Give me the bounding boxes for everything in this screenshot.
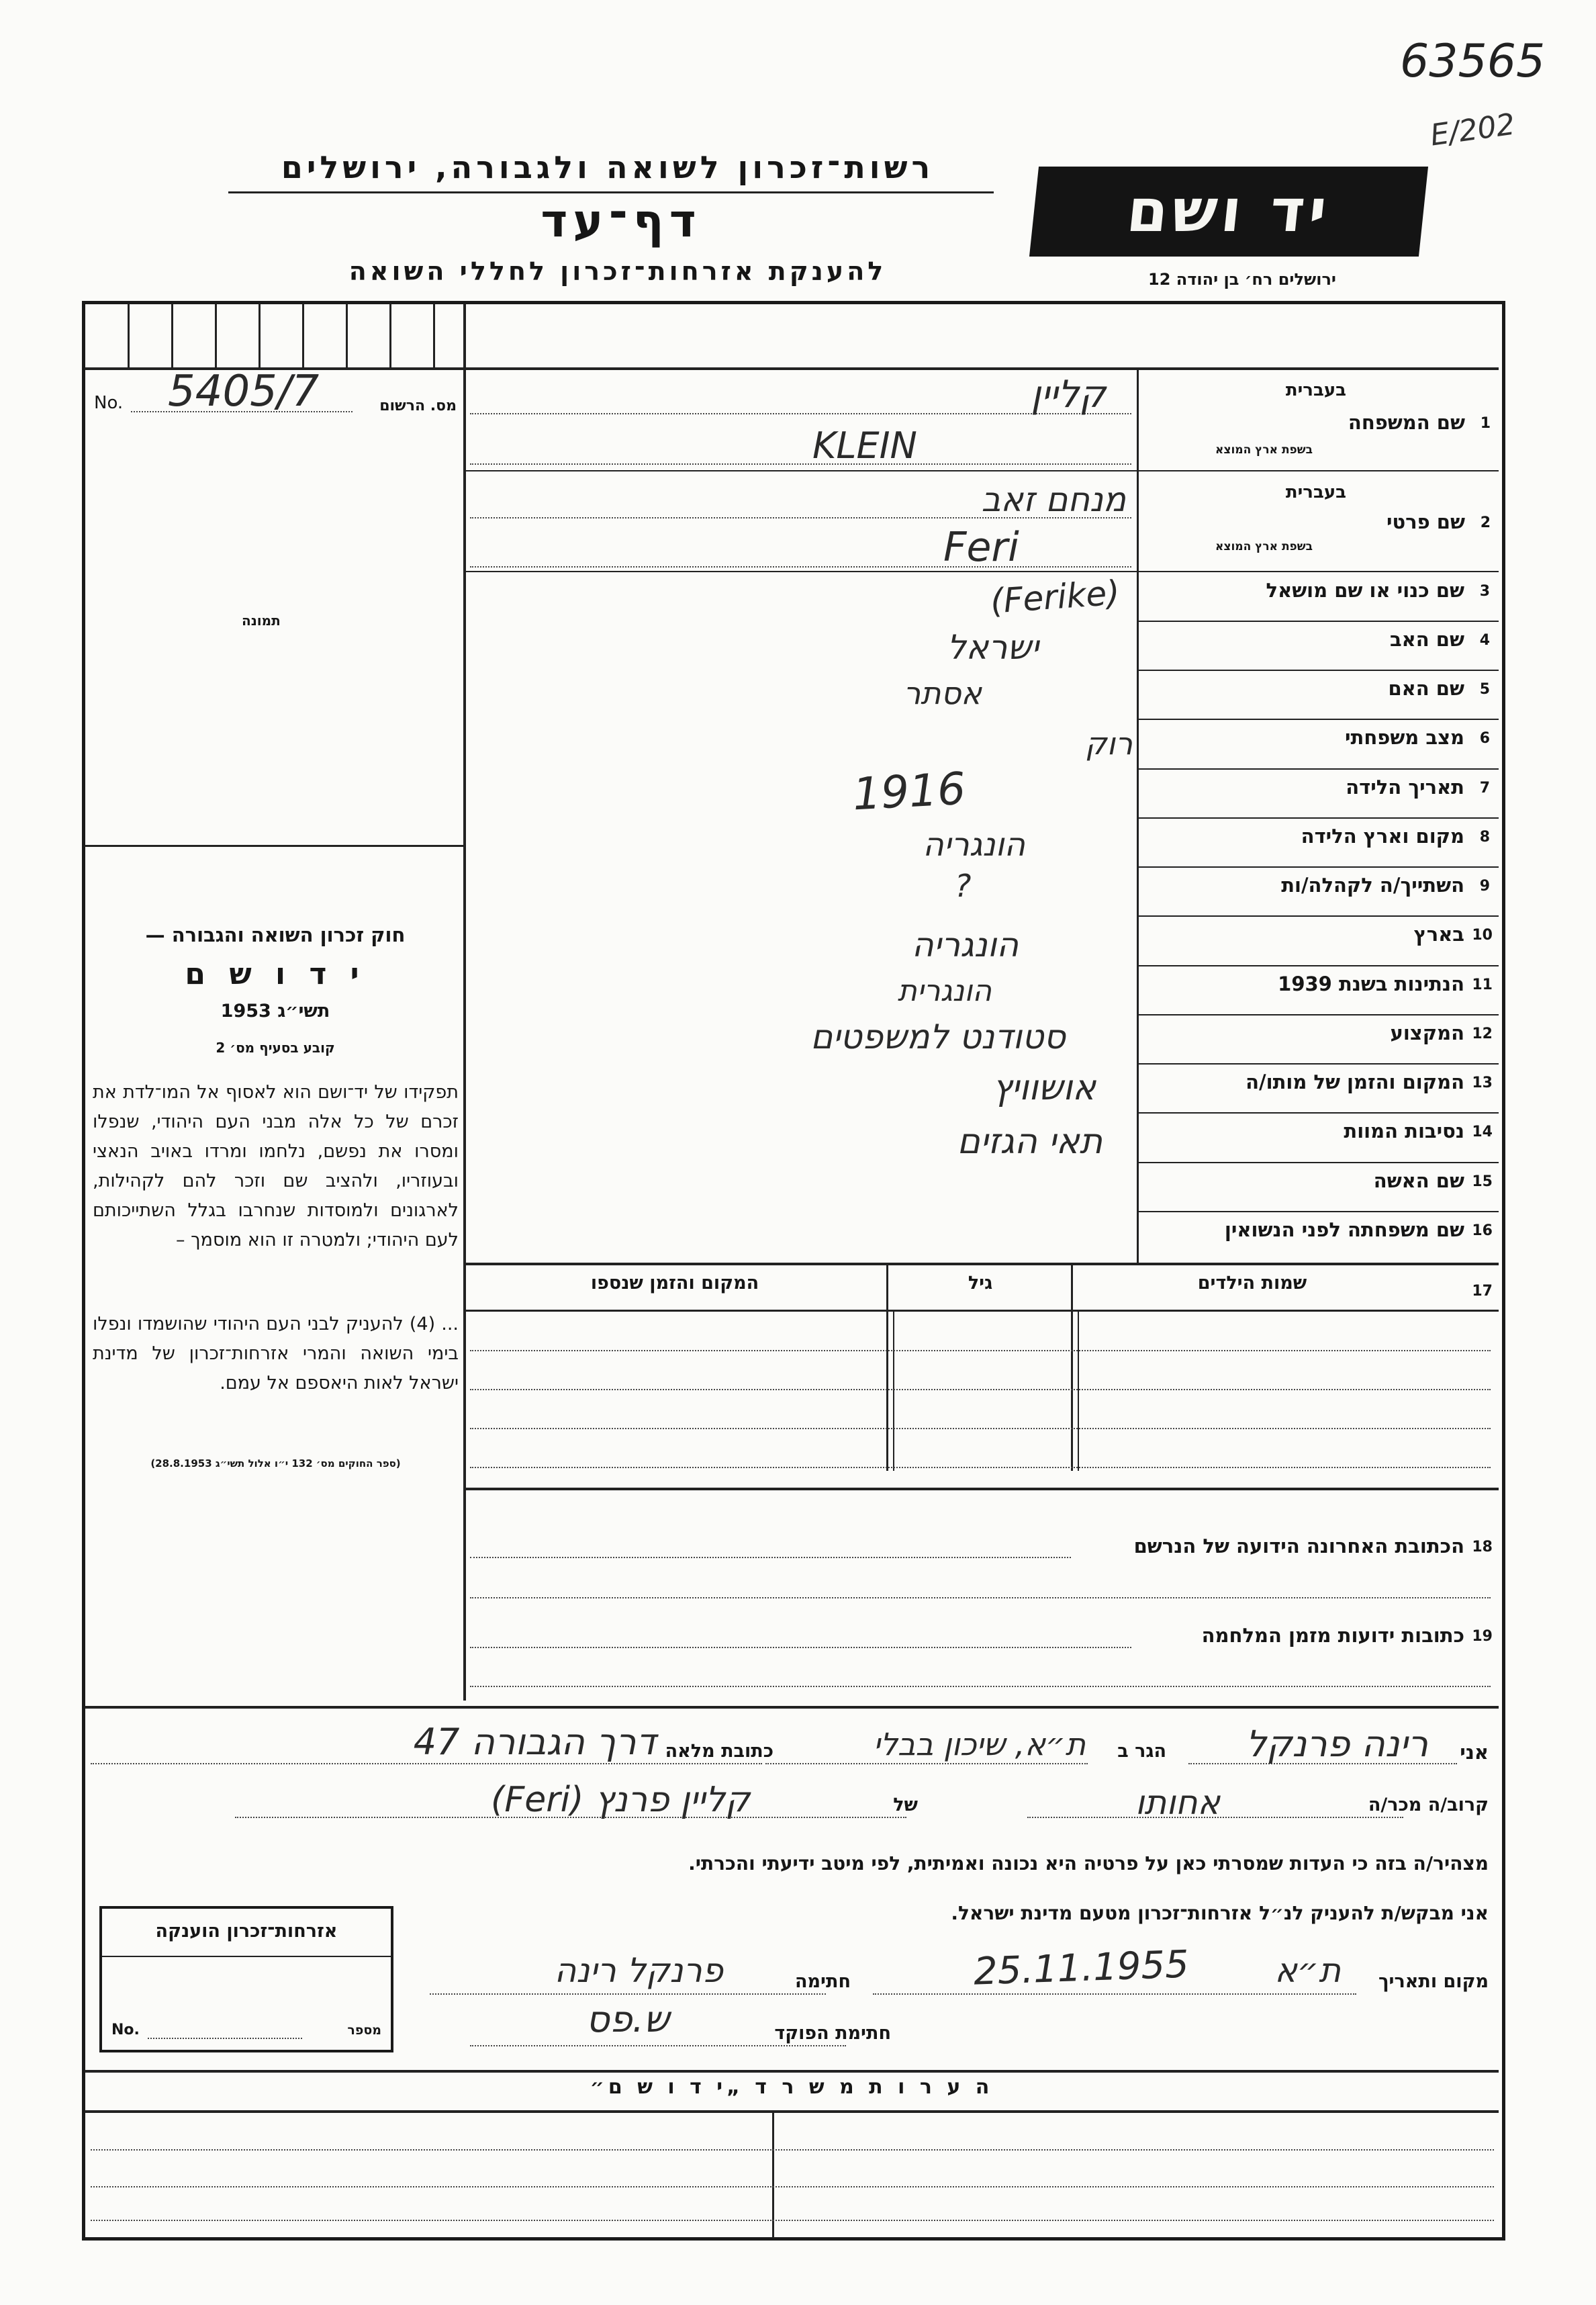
- form-title: דף־עד: [541, 195, 702, 248]
- field-4-label: שם האב: [1389, 628, 1464, 651]
- answer-death-cause: תאי הגזים: [957, 1122, 1102, 1162]
- declarant-relative-label: קרוב/ה מכר/ה: [1368, 1795, 1489, 1815]
- field-2-sub-hebrew: בעברית: [1285, 482, 1346, 502]
- declarant-i-label: אני: [1460, 1741, 1489, 1764]
- declarant-living-label: הגר ב: [1117, 1741, 1166, 1762]
- declarant-full-address-label: כתובת מלאה: [665, 1741, 773, 1762]
- field-8-label: מקום וארץ הלידה: [1301, 825, 1464, 848]
- declarant-relation: אחותו: [1135, 1783, 1220, 1822]
- declarant-city: ת״א, שיכון בבלי: [873, 1726, 1086, 1762]
- field-13-number: 13: [1472, 1075, 1493, 1091]
- law-name: י ד ו ש ם: [185, 957, 366, 991]
- citizenship-number-label: מספר: [347, 2023, 381, 2038]
- logo-text: יד ושם: [1123, 176, 1334, 245]
- field-11-number: 11: [1472, 977, 1493, 993]
- field-16-label: שם משפחתה לפני הנשואין: [1224, 1218, 1464, 1241]
- field-8-number: 8: [1479, 829, 1490, 846]
- registry-label: מס. הרשום: [379, 398, 457, 414]
- declaration-date: 25.11.1955: [972, 1942, 1190, 1994]
- field-18-label: הכתובת האחרונה הידועה של הנרשם: [1133, 1535, 1464, 1557]
- answer-community: ?: [955, 868, 972, 904]
- signature-label: חתימה: [794, 1971, 851, 1992]
- answer-given-hebrew: מנחם זאב: [981, 480, 1126, 519]
- citizenship-title: אזרחות־זכרון הוענקה: [155, 1921, 338, 1942]
- field-3-number: 3: [1479, 583, 1490, 600]
- field-4-number: 4: [1479, 632, 1490, 649]
- field-16-number: 16: [1472, 1222, 1493, 1239]
- field-12-number: 12: [1472, 1026, 1493, 1042]
- declaration-text: מצהיר/ה בזה כי העדות שמסרתי כאן על פרטיה היא נכונה ואמיתית, לפי מיטב ידיעתי והכרתי.: [688, 1852, 1489, 1874]
- field-19-label: כתובות ידועות מזמן המלחמה: [1201, 1624, 1464, 1647]
- field-19-number: 19: [1472, 1628, 1493, 1645]
- officer-signature-label: חתימת הפוקד: [774, 2023, 891, 2044]
- declarant-name: רינה פרנקל: [1246, 1723, 1428, 1765]
- field-2-sub-origin: בשפת ארץ המוצא: [1215, 540, 1313, 553]
- field-10-label: בארץ: [1413, 923, 1464, 946]
- registry-no-label: No.: [94, 393, 124, 413]
- field-14-number: 14: [1472, 1124, 1493, 1140]
- field-2-label: שם פרטי: [1386, 510, 1465, 533]
- field-5-label: שם האם: [1388, 677, 1464, 700]
- authority-title: רשות־זכרון לשואה ולגבורה, ירושלים: [281, 149, 935, 185]
- declarant-of-name: קליין פרנץ (Feri): [491, 1780, 750, 1820]
- field-1-sub-origin: בשפת ארץ המוצא: [1215, 443, 1313, 457]
- form-subtitle: להענקת אזרחות־זכרון לחללי השואה: [348, 257, 887, 286]
- place-date-label: מקום ותאריך: [1378, 1971, 1489, 1992]
- archive-number: 63565: [1400, 35, 1546, 88]
- field-1-sub-hebrew: בעברית: [1285, 380, 1346, 400]
- field-13-label: המקום והזמן של מותו/ה: [1246, 1071, 1464, 1093]
- office-notes-title: ה ע ר ו ת מ ש ר ד „י ד ו ש ם״: [590, 2075, 994, 2099]
- field-12-label: המקצוע: [1390, 1022, 1464, 1044]
- citizenship-no-label: No.: [111, 2022, 140, 2038]
- logo-address: ירושלים רח׳ בן יהודה 12: [1148, 270, 1336, 289]
- field-7-label: תאריך הלידה: [1346, 776, 1464, 799]
- children-col-place: המקום והזמן שנספו: [590, 1273, 759, 1294]
- declaration-place: ת״א: [1274, 1951, 1341, 1990]
- answer-given-origin: Feri: [943, 524, 1019, 571]
- field-15-label: שם האשה: [1373, 1169, 1464, 1192]
- field-14-label: נסיבות המוות: [1344, 1120, 1464, 1142]
- declarant-signature: פרנקל רינה: [554, 1951, 723, 1990]
- field-5-number: 5: [1479, 681, 1490, 698]
- law-source: (ספר החוקים מס׳ 132 י״ו אלול תשי״ג 28.8.1953): [150, 1457, 401, 1470]
- answer-mother: אסתר: [903, 675, 982, 711]
- answer-death-place: אושוויץ: [992, 1068, 1096, 1108]
- field-11-label: הנתינות בשנת 1939: [1278, 973, 1464, 995]
- law-paragraph-2: ... (4) להעניק לבני העם היהודי שהושמדו ונפלו בימי השואה והמרי אזרחות־זכרון של מדינת ישראל לאות היאספם אל עמם.: [93, 1314, 459, 1394]
- field-1-number: 1: [1480, 415, 1491, 432]
- archive-code: E/202: [1428, 107, 1517, 153]
- field-10-number: 10: [1472, 927, 1493, 944]
- answer-surname-origin: KLEIN: [812, 424, 917, 467]
- answer-nationality: הונגרית: [897, 974, 992, 1008]
- law-clause: קובע בסעיף מס׳ 2: [216, 1040, 335, 1056]
- registry-number: 5405/7: [168, 367, 320, 416]
- answer-birth-date: 1916: [851, 762, 967, 821]
- answer-nickname: (Ferike): [989, 573, 1121, 621]
- field-6-number: 6: [1479, 730, 1490, 747]
- answer-country: הונגריה: [912, 925, 1019, 964]
- officer-signature: ש.פס: [585, 1998, 669, 2040]
- children-number: 17: [1472, 1283, 1493, 1300]
- answer-marital: רוק: [1084, 725, 1133, 762]
- photo-label: תמונה: [242, 613, 281, 629]
- citizenship-box: [99, 1906, 393, 2052]
- field-6-label: מצב משפחתי: [1344, 726, 1464, 749]
- answer-profession: סטודנט למשפטים: [810, 1018, 1066, 1056]
- law-title: חוק זכרון השואה והגבורה —: [145, 923, 406, 946]
- field-3-label: שם כנוי או שם מושאל: [1266, 579, 1464, 602]
- children-col-names: שמות הילדים: [1197, 1273, 1307, 1294]
- answer-father: ישראל: [947, 628, 1039, 667]
- law-year: תשי״ג 1953: [220, 1001, 330, 1022]
- field-1-label: שם המשפחה: [1348, 411, 1465, 434]
- declarant-of-label: של: [893, 1795, 918, 1815]
- field-7-number: 7: [1479, 780, 1490, 797]
- children-col-age: גיל: [968, 1273, 993, 1294]
- request-text: אני מבקש/ת להעניק לנ״ל אזרחות־זכרון מטעם מדינת ישראל.: [951, 1902, 1489, 1924]
- answer-surname-hebrew: קליין: [1031, 373, 1106, 416]
- field-15-number: 15: [1472, 1173, 1493, 1190]
- law-paragraph-1: תפקידו של יד־ושם הוא לאסוף אל המו־לדת את זכרם של כל אלה מבני העם היהודי, שנפלו ומסרו את נפשם, נלחמו ומרדו באויב הנאצי ובעוזריו, ולהציב שם וזכר להם לקהילות, לארגונים ולמוסדות שנחרבו בגלל השתייכותם לעם היהודי; ולמטרה זו הוא מוסמך –: [93, 1082, 459, 1251]
- field-9-label: השתייך/ה לקהלה/ות: [1281, 874, 1464, 897]
- field-9-number: 9: [1479, 878, 1490, 895]
- field-18-number: 18: [1472, 1539, 1493, 1555]
- declarant-address: דרך הגבורה 47: [413, 1721, 656, 1763]
- field-2-number: 2: [1480, 514, 1491, 531]
- yad-vashem-logo: [1029, 167, 1428, 257]
- answer-birth-place: הונגריה: [923, 826, 1025, 864]
